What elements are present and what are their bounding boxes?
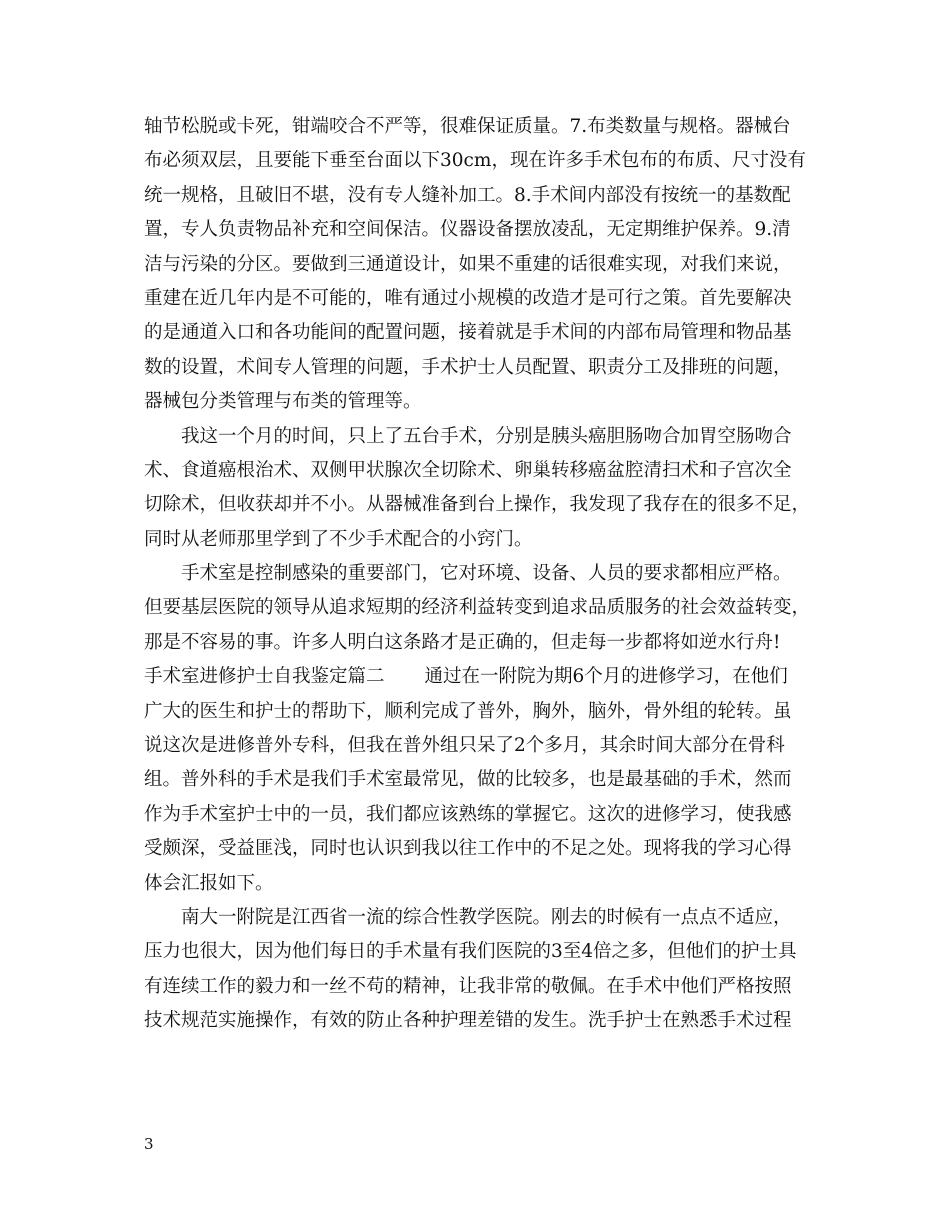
section-heading: 手术室进修护士自我鉴定篇二 bbox=[144, 666, 385, 688]
text-run: 通过在一附院为期6个月的进修学习，在他们 bbox=[424, 666, 788, 688]
text-line: 那是不容易的事。许多人明白这条路才是正确的，但走每一步都将如逆水行舟! bbox=[144, 631, 781, 653]
text-line: 作为手术室护士中的一员，我们都应该熟练的掌握它。这次的进修学习，使我感 bbox=[144, 803, 792, 825]
text-line: 组。普外科的手术是我们手术室最常见，做的比较多，也是最基础的手术，然而 bbox=[144, 769, 792, 791]
text-line: 体会汇报如下。 bbox=[144, 872, 274, 894]
text-line: 轴节松脱或卡死，钳端咬合不严等，很难保证质量。7.布类数量与规格。器械台 bbox=[144, 116, 791, 137]
text-line: 器械包分类管理与布类的管理等。 bbox=[144, 391, 422, 413]
text-line: 技术规范实施操作，有效的防止各种护理差错的发生。洗手护士在熟悉手术过程 bbox=[144, 1010, 792, 1032]
text-line: 洁与污染的分区。要做到三通道设计，如果不重建的话很难实现，对我们来说， bbox=[144, 253, 792, 275]
paragraph-first-line: 手术室是控制感染的重要部门，它对环境、设备、人员的要求都相应严格。 bbox=[181, 563, 792, 585]
body-text bbox=[144, 110, 824, 1039]
text-line: 受颇深，受益匪浅，同时也认识到我以往工作中的不足之处。现将我的学习心得 bbox=[144, 838, 792, 860]
section-heading-line bbox=[144, 660, 824, 694]
text-line: 说这次是进修普外专科，但我在普外组只呆了2个多月，其余时间大部分在骨科 bbox=[144, 735, 785, 757]
text-line: 统一规格，且破旧不堪，没有专人缝补加工。8.手术间内部没有按统一的基数配 bbox=[144, 184, 791, 206]
text-line: 切除术，但收获却并不小。从器械准备到台上操作，我发现了我存在的很多不足， bbox=[144, 494, 811, 516]
text-line: 压力也很大，因为他们每日的手术量有我们医院的3至4倍之多，但他们的护士具 bbox=[144, 941, 797, 963]
page-number: 3 bbox=[144, 1135, 154, 1153]
text-line: 广大的医生和护士的帮助下，顺利完成了普外，胸外，脑外，骨外组的轮转。虽 bbox=[144, 700, 792, 722]
text-line: 有连续工作的毅力和一丝不苟的精神，让我非常的敬佩。在手术中他们严格按照 bbox=[144, 975, 792, 997]
text-line: 数的设置，术间专人管理的问题，手术护士人员配置、职责分工及排班的问题， bbox=[144, 356, 792, 378]
text-line: 的是通道入口和各功能间的配置问题，接着就是手术间的内部布局管理和物品基 bbox=[144, 322, 792, 344]
text-line: 置，专人负责物品补充和空间保洁。仪器设备摆放凌乱，无定期维护保养。9.清 bbox=[144, 219, 791, 241]
paragraph-first-line: 南大一附院是江西省一流的综合性教学医院。刚去的时候有一点点不适应， bbox=[181, 906, 792, 928]
text-line: 重建在近几年内是不可能的，唯有通过小规模的改造才是可行之策。首先要解决 bbox=[144, 287, 792, 309]
text-line: 术、食道癌根治术、双侧甲状腺次全切除术、卵巢转移癌盆腔清扫术和子宫次全 bbox=[144, 459, 792, 481]
text-line: 同时从老师那里学到了不少手术配合的小窍门。 bbox=[144, 528, 533, 550]
text-line: 但要基层医院的领导从追求短期的经济利益转变到追求品质服务的社会效益转变， bbox=[144, 597, 811, 619]
paragraph-first-line: 我这一个月的时间，只上了五台手术，分别是胰头癌胆肠吻合加胃空肠吻合 bbox=[181, 425, 792, 447]
text-line: 布必须双层，且要能下垂至台面以下30cm，现在许多手术包布的布质、尺寸没有 bbox=[144, 150, 806, 172]
